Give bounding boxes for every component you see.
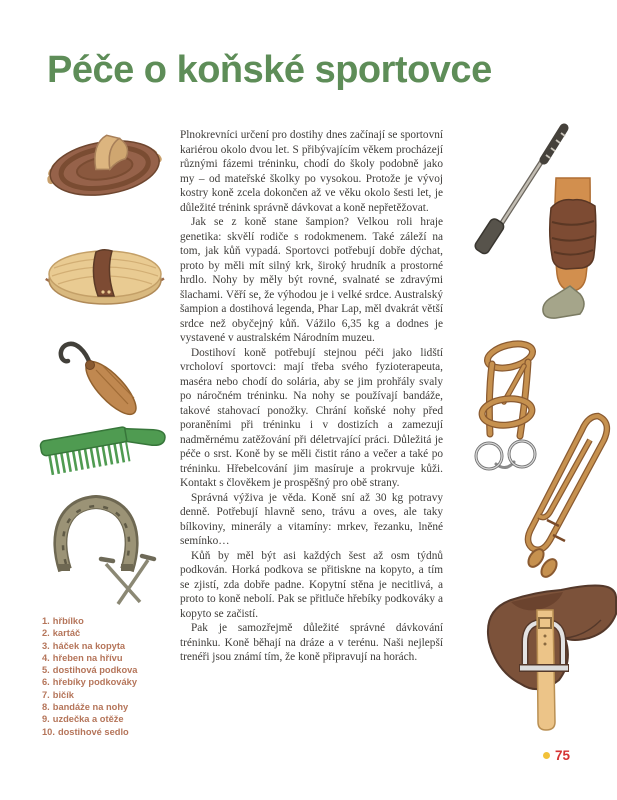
- legend-item: [42, 726, 137, 738]
- saddle-illustration: [477, 580, 617, 732]
- legend-item-label: bandáže na nohy: [52, 702, 129, 713]
- article-paragraph: Kůň by měl být asi každých šest až osm týdnů podkován. Horká podkova se přitiskne na kopyto, a tím se zjistí, zda dobře padne. Kopytní stěna je necitlivá, a proto to koně nebolí. Pak se přitluče hřebíky podkováky a kopyto se začistí.: [180, 549, 443, 620]
- article-paragraph: Pak je samozřejmě důležité správné dávkování tréninku. Koně běhají na dráze a v terénu. Naši nejlepší trenéři jsou známí tím, že koně připravují na horách.: [180, 622, 443, 663]
- legend-item: [42, 615, 137, 627]
- horseshoe-nails-drawing: [92, 552, 164, 610]
- page-footer: [543, 748, 570, 763]
- legend-item-number: 7.: [42, 689, 50, 700]
- article-paragraph: Jak se z koně stane šampion? Velkou roli hraje genetika: skvělí rodiče s rodokmenem. Také záleží na tom, jak kůň vypadá. Sportovci potřebují dobře dýchat, proto by měli mít silný krk, široký hrudník a prostorné hrdlo. Nohy by měly být rovné, svalnaté se zdravými šlachami. Věří se, že výhodou je i velké srdce. Australský šampion a dostihová legenda, Phar Lap, měl dvakrát větší srdce než obyčejný kůň. Vážilo 6,35 kg a dodnes je vystavené v australském Národním muzeu.: [180, 216, 443, 344]
- legend-item: [42, 627, 137, 639]
- reins-illustration: [518, 408, 616, 580]
- legend-item-label: uzdečka a otěže: [52, 714, 124, 725]
- article-paragraph: Správná výživa je věda. Koně sní až 30 kg potravy denně. Potřebují hlavně seno, trávu a oves, ale taky bílkoviny, minerály a vitamíny: mrkev, řezanku, lněné semínko…: [180, 491, 443, 547]
- legend-item-number: 6.: [42, 677, 50, 688]
- legend-item-number: 10.: [42, 726, 55, 737]
- horseshoe-nails-illustration: [92, 552, 164, 610]
- leg-bandage-illustration: [538, 176, 610, 324]
- mane-comb-illustration: [36, 416, 171, 484]
- page-marker-dot: [543, 752, 550, 759]
- legend-item: [42, 713, 137, 725]
- legend-item: [42, 652, 137, 664]
- legend-item-label: kartáč: [52, 628, 81, 639]
- body-brush-illustration: [40, 238, 170, 320]
- article-paragraph: Plnokrevníci určení pro dostihy dnes začínají se sportovní kariérou okolo dvou let. S přibývajícím věkem procházejí různými fázemi tréninku, chodí do školy podobně jako my – od mateřské školky po vysokou. Protože je vývoj kostry koně zcela dokončen až ve věku okolo šesti let, je důležité trénink správně dávkovat a koně nepřetěžovat.: [180, 129, 443, 214]
- mane-comb-drawing: [36, 416, 171, 484]
- legend-item-label: dostihová podkova: [52, 665, 138, 676]
- legend-item: [42, 664, 137, 676]
- curry-comb-illustration: [40, 128, 170, 213]
- legend-item: [42, 701, 137, 713]
- hoof-pick-drawing: [48, 330, 163, 425]
- hoof-pick-illustration: [48, 330, 163, 425]
- legend-item-label: hřeben na hřívu: [52, 652, 123, 663]
- saddle-drawing: [477, 580, 617, 732]
- page-number: 75: [555, 748, 571, 763]
- equipment-legend: [42, 615, 137, 738]
- page-title: Péče o koňské sportovce: [47, 49, 492, 91]
- legend-item: [42, 640, 137, 652]
- legend-item-label: hřbílko: [52, 616, 84, 626]
- legend-item-number: 9.: [42, 714, 50, 725]
- legend-item-number: 4.: [42, 652, 50, 663]
- legend-item-number: 5.: [42, 665, 50, 676]
- body-brush-drawing: [40, 238, 170, 320]
- article-paragraph: Dostihoví koně potřebují stejnou péči jako lidští vrcholoví sportovci: mají třeba svého fyzioterapeuta, maséra nebo chodí do solária, aby se jim prohřály svaly po náročném tréninku. Na nohy se používají bandáže, takové stahovací ponožky. Chrání koňské nohy před poraněními při tréninku i v dostizích a zamezují nadměrnému zatěžování při déletrvající práci. Důležitá je péče o srst. Koně by se měli čistit ráno a večer a také po tréninku. Hřebelcování jim masíruje a prokrvuje kůži. Kontakt s člověkem je prospěšný pro obě strany.: [180, 346, 443, 489]
- legend-item-label: dostihové sedlo: [57, 726, 129, 737]
- curry-comb-drawing: [40, 128, 170, 213]
- legend-item: [42, 676, 137, 688]
- legend-item-number: 1.: [42, 616, 50, 626]
- legend-item-label: bičík: [52, 689, 74, 700]
- leg-bandage-drawing: [538, 176, 610, 324]
- reins-drawing: [518, 408, 616, 580]
- legend-item-label: háček na kopyta: [52, 640, 126, 651]
- article-text-column: [180, 128, 443, 665]
- legend-item: [42, 689, 137, 701]
- legend-item-number: 3.: [42, 640, 50, 651]
- legend-item-number: 8.: [42, 702, 50, 713]
- legend-item-number: 2.: [42, 628, 50, 639]
- legend-item-label: hřebíky podkováky: [52, 677, 137, 688]
